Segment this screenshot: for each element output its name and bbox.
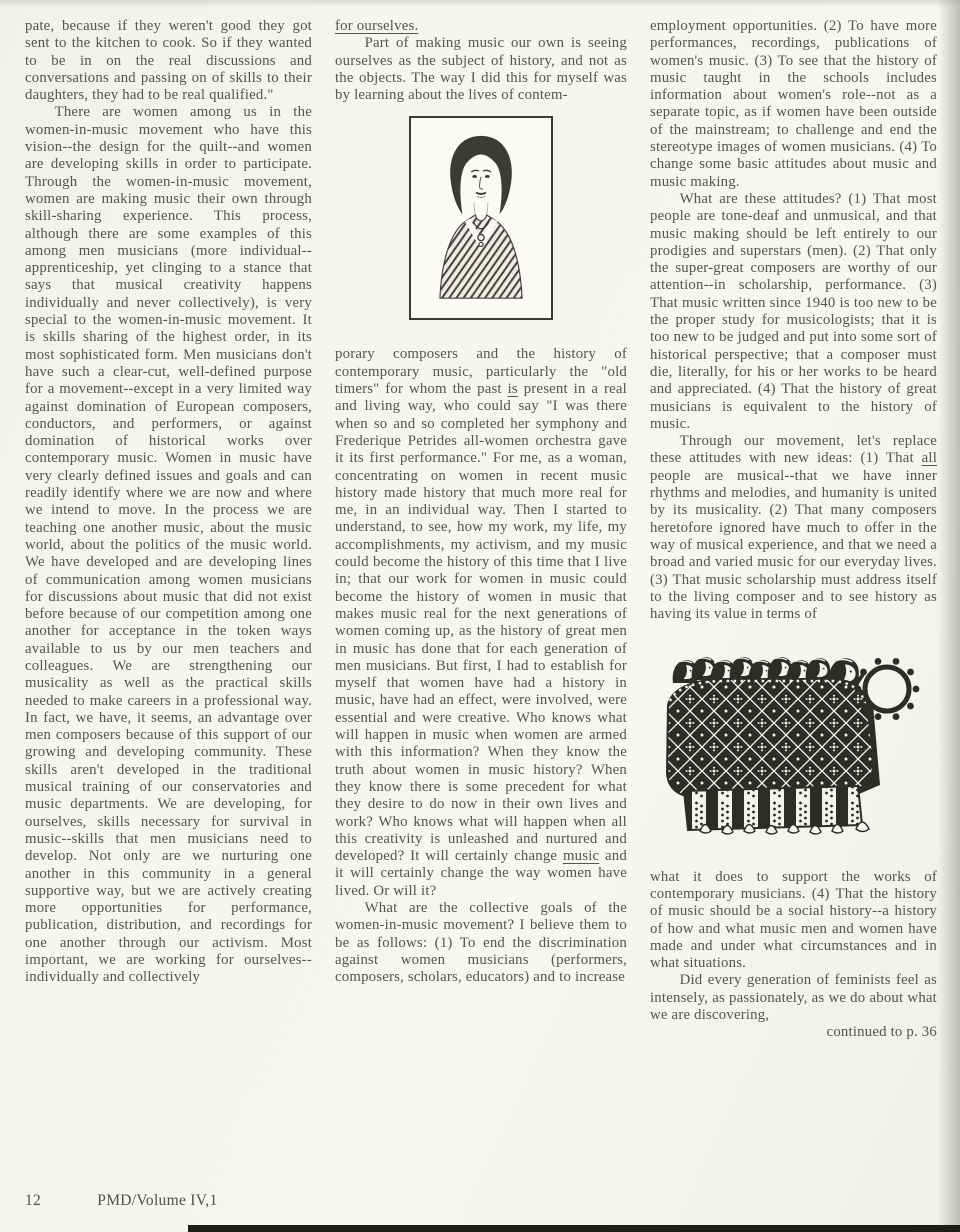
paragraph: for ourselves. — [335, 18, 419, 34]
paragraph: pate, because if they weren't good they got sent to the kitchen to cook. So if they wanted to be in on the real discussions and conversations and passing on of skills to their daughters, they had to be real qualified." — [25, 18, 312, 104]
paragraph: There are women among us in the women-in-music movement who have this vision--the design for the quilt--and women are developing skills in order to participate. Through the women-in-music movement, women are making music their own through skill-sharing experience. This process, although there are some examples of this among men musicians (more individual--apprenticeship, yet clinging to a stance that says that musical creativity happens individually and never collectively), is very special to the women-in-music movement. It is skills sharing of the highest order, in its most sophisticated form. Men musicians don't have such a clear-cut, well-defined purpose for a movement--except in a very limited way against domination of European composers, conductors, and performers, or against domination of historical works over contemporary music. Women in music have very clearly defined issues and goals and can readily identify where we are now and where we intend to move. In the process we are teaching one another music, about the music world, about the politics of the music world. We have developed and are developing lines of communication among women musicians for discussions about music that did not exist before because of our competition among one another for acceptance in the token ways available to us by our men teachers and colleagues. We are strengthening our musicality as well as the practical skills needed to make careers in a professional way. In fact, we have, it seems, an advantage over men composers because of this support of our growing and developing community. These skills aren't developed in the traditional musical training of our conservatories and music departments. We are developing, for ourselves, skills necessary for survival in music--skills that men musicians need to develop. Not only are we nurturing one another in this community in a general supportive way, but we are actively creating more opportunities for performance, publication, distribution, and recordings for one another through our activism. Most important, we are working for ourselves--individually and collectively — [25, 104, 312, 986]
page-number: 12 — [25, 1192, 42, 1209]
scan-edge-top — [0, 0, 960, 7]
women-procession-illustration — [654, 639, 922, 851]
paragraph: Through our movement, let's replace these attitudes with new ideas: (1) That all people are musical--that we have inner rhythms and melodies, and humanity is united by its musicality. (2) That many composers heretofore ignored have much to offer in the way of musical experience, and that we need a broad and varied music for our everyday lives. (3) That music scholarship must address itself to the living composer and to see history as having its value in terms of — [650, 433, 937, 623]
paragraph: porary composers and the history of contemporary music, particularly the "old timers" for whom the past is present in a real and living way, who could say "I was there when so and so completed her symphony and Frederique Petrides all-women orchestra gave it its first performance." For me, as a woman, concentrating on women in recent music history made history that much more real for me, in an individual way. Then I started to understand, to see, how my work, my life, my accomplishments, my activism, and my music could become the history of this time that I live in; that our work for women in music could become the history of women in music that makes music real for the next generations of women coming up, as the history of great men in music has done that for each generation of men musicians. But first, I had to establish for myself that women have had a history in music, have had an effect, were involved, were essential and were creative. Who knows what will happen in music when women are armed with this information? When they know the truth about women in music history? When they know there is some precedent for what they desire to do now in their own lives and work? Who knows what will happen when all this creativity is unleashed and nurtured and developed? It will certainly change music and it will certainly change the way women have lived. Or will it? — [335, 346, 627, 899]
paragraph: continued to p. 36 — [826, 1024, 937, 1041]
paragraph: What are the collective goals of the women-in-music movement? I believe them to be as follows: (1) To end the discrimination against women musicians (performers, composers, scholars, educators) and to increase — [335, 899, 627, 986]
column-middle — [335, 18, 627, 1042]
paragraph: employment opportunities. (2) To have more performances, recordings, publications of women's music. (3) To see that the history of music taught in the schools includes information about women's role--not as a separate topic, as if women have been outside of the mainstream; to challenge and end the stereotype images of women musicians. (4) To change some basic attitudes about music and music making. — [650, 18, 937, 190]
paragraph: Did every generation of feminists feel as intensely, as passionately, as we do about what we are discovering, — [650, 972, 937, 1024]
paragraph: what it does to support the works of contemporary musicians. (4) That the history of music should be a social history--a history of how and what music men and women have made and under what circumstances and in what situations. — [650, 868, 937, 972]
portrait-figure — [409, 116, 553, 320]
scan-edge-right — [938, 0, 960, 1232]
paragraph: Part of making music our own is seeing ourselves as the subject of history, and not as the objects. The way I did this for myself was by learning about the lives of contem- — [335, 35, 627, 104]
column-left — [25, 18, 312, 1042]
page-footer — [25, 1192, 218, 1210]
journal-volume: PMD/Volume IV,1 — [97, 1192, 218, 1209]
scan-artifact-bar — [188, 1225, 960, 1232]
procession-figure — [654, 639, 922, 856]
woman-portrait-illustration — [422, 130, 540, 306]
paragraph: What are these attitudes? (1) That most people are tone-deaf and unmusical, and that music making should be left entirely to our prodigies and superstars (men). (2) That only the super-great composers are worthy of our attention--in scholarship, performance. (3) That music written since 1940 is too new to be the proper study for musicologists; that it is too new to be judged and put into some sort of historical perspective; that a composer must die, literally, for his or her works to be heard and appreciated. (4) That the history of great musicians is equivalent to the history of music. — [650, 190, 937, 432]
column-right — [650, 18, 937, 1042]
